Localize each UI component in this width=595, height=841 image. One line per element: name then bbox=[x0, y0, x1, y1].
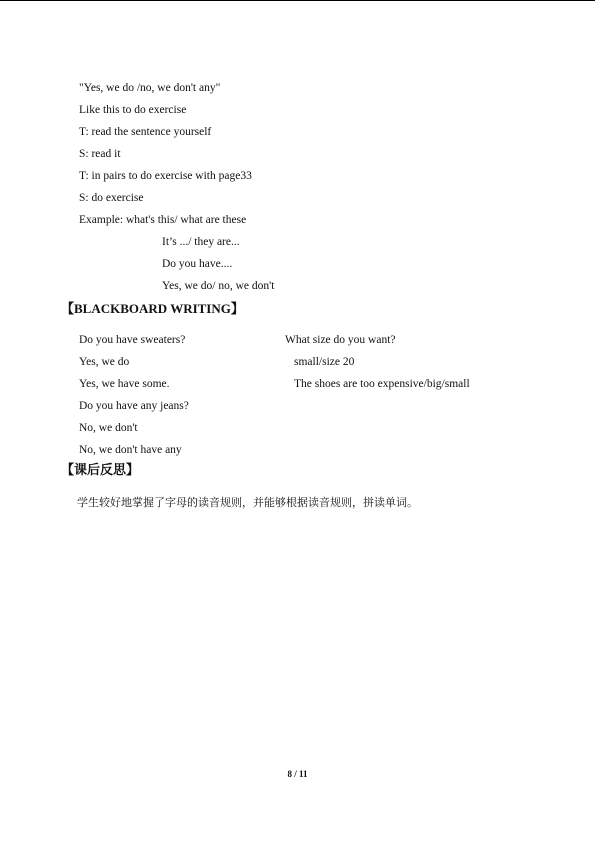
blackboard-left-line: Yes, we do bbox=[79, 356, 130, 368]
dialogue-line: Example: what's this/ what are these bbox=[79, 214, 247, 226]
reflection-text: 学生较好地掌握了字母的读音规则，并能够根据读音规则，拼读单词。 bbox=[77, 496, 418, 509]
blackboard-right-line: What size do you want? bbox=[285, 334, 396, 346]
example-line: Do you have.... bbox=[162, 258, 233, 270]
blackboard-left-line: No, we don't have any bbox=[79, 444, 182, 456]
top-rule bbox=[0, 0, 595, 1]
blackboard-left-line: Do you have sweaters? bbox=[79, 334, 186, 346]
blackboard-right-line: The shoes are too expensive/big/small bbox=[294, 378, 470, 390]
dialogue-line: T: read the sentence yourself bbox=[79, 126, 212, 138]
dialogue-line: S: read it bbox=[79, 148, 121, 160]
blackboard-left-line: No, we don't bbox=[79, 422, 138, 434]
blackboard-left-line: Yes, we have some. bbox=[79, 378, 170, 390]
dialogue-line: S: do exercise bbox=[79, 192, 144, 204]
blackboard-left-line: Do you have any jeans? bbox=[79, 400, 189, 412]
page-number: 8 / 11 bbox=[287, 769, 308, 779]
blackboard-heading: 【BLACKBOARD WRITING】 bbox=[61, 301, 244, 316]
dialogue-line: T: in pairs to do exercise with page33 bbox=[79, 170, 252, 182]
example-line: It’s .../ they are... bbox=[162, 236, 240, 248]
example-line: Yes, we do/ no, we don't bbox=[162, 280, 275, 292]
reflection-heading: 【课后反思】 bbox=[61, 463, 140, 478]
dialogue-line: "Yes, we do /no, we don't any" bbox=[79, 82, 221, 94]
blackboard-right-line: small/size 20 bbox=[294, 356, 355, 368]
dialogue-line: Like this to do exercise bbox=[79, 104, 187, 116]
